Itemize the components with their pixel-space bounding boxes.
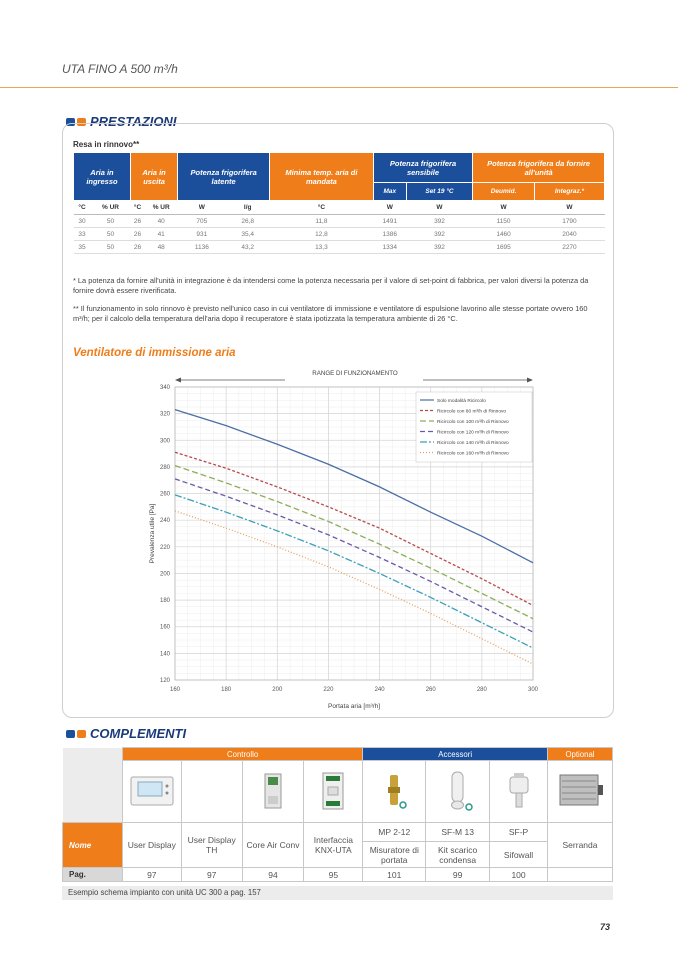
unit-cell: W — [534, 201, 604, 215]
table-cell: 705 — [178, 215, 226, 228]
legend-label: Ricircolo con 120 m³/h di Rinnovo — [437, 430, 509, 436]
header-potenza-sensibile: Potenza frigorifera sensibile — [373, 153, 472, 183]
item-page — [548, 868, 613, 882]
item-page: 97 — [122, 868, 181, 882]
row-label-nome: Nome — [63, 823, 123, 868]
product-image-user-display-th — [181, 761, 242, 823]
x-tick-label: 180 — [221, 687, 232, 693]
table-cell: 1150 — [473, 215, 535, 228]
group-controllo: Controllo — [122, 748, 362, 761]
header-aria-ingresso: Aria in ingresso — [74, 153, 131, 201]
item-page: 101 — [363, 868, 426, 882]
item-name: Serranda — [548, 823, 613, 868]
item-name: Misuratore di portata — [363, 842, 426, 868]
table-cell: 1136 — [178, 241, 226, 254]
table-cell: 2040 — [534, 228, 604, 241]
header-max: Max — [373, 183, 406, 201]
units-row — [74, 201, 605, 215]
product-image-serranda — [548, 761, 613, 823]
table-cell: 1790 — [534, 215, 604, 228]
y-tick-label: 220 — [159, 544, 170, 551]
table-row — [74, 241, 605, 254]
unit-cell: W — [373, 201, 406, 215]
resa-label: Resa in rinnovo** — [73, 140, 140, 149]
y-tick-label: 320 — [159, 411, 170, 418]
unit-cell: W — [178, 201, 226, 215]
table-cell: 50 — [91, 215, 131, 228]
item-page: 95 — [304, 868, 363, 882]
legend-label: Ricircolo con 100 m³/h di Rinnovo — [437, 419, 509, 425]
example-note: Esempio schema impianto con unità UC 300 a pag. 157 — [62, 886, 613, 900]
unit-cell: °C — [74, 201, 91, 215]
table-cell: 30 — [74, 215, 91, 228]
table-cell: 392 — [406, 228, 472, 241]
siphon-icon — [502, 771, 536, 811]
item-name: User Display — [122, 823, 181, 868]
header-potenza-fornire: Potenza frigorifera da fornire all'unità — [473, 153, 605, 183]
item-code: SF-M 13 — [426, 823, 490, 842]
table-cell: 392 — [406, 215, 472, 228]
footnote-rinnovo: ** Il funzionamento in solo rinnovo è previsto nell'unico caso in cui ventilatore di immissione e ventilatore di espulsione lavorino alle stesse portate ovvero 160 m³/h; per il calcolo della temperatura dell'aria dopo il recuperatore è stata ipotizzata la temperatura ambiente di 26 °C. — [73, 304, 588, 323]
unit-cell: l/g — [226, 201, 270, 215]
item-name: Kit scarico condensa — [426, 842, 490, 868]
x-tick-label: 200 — [272, 687, 283, 693]
group-optional: Optional — [548, 748, 613, 761]
x-tick-label: 260 — [425, 687, 436, 693]
product-image-mp-2-12 — [363, 761, 426, 823]
table-cell: 41 — [145, 228, 178, 241]
product-image-sf-p — [490, 761, 548, 823]
table-cell: 35,4 — [226, 228, 270, 241]
unit-cell: % UR — [145, 201, 178, 215]
y-tick-label: 200 — [159, 571, 170, 578]
y-tick-label: 160 — [159, 624, 170, 631]
x-axis-label: Portata aria [m³/h] — [327, 703, 381, 710]
legend-label: Ricircolo con 160 m³/h di Rinnovo — [437, 451, 509, 457]
table-cell: 50 — [91, 241, 131, 254]
table-cell: 931 — [178, 228, 226, 241]
legend-label: Ricircolo con 80 m³/h di Rinnovo — [437, 409, 507, 415]
flow-meter-icon — [379, 771, 409, 811]
product-image-user-display — [122, 761, 181, 823]
y-tick-label: 180 — [159, 598, 170, 605]
table-cell: 26 — [130, 241, 144, 254]
row-label-pag: Pag. — [63, 868, 123, 882]
item-code: SF-P — [490, 823, 548, 842]
unit-cell: W — [473, 201, 535, 215]
item-page: 99 — [426, 868, 490, 882]
din-module-icon — [320, 771, 346, 811]
table-cell: 35 — [74, 241, 91, 254]
condensate-kit-icon — [438, 769, 478, 813]
item-name: Interfaccia KNX-UTA — [304, 823, 363, 868]
y-tick-label: 300 — [159, 438, 170, 445]
unit-cell: °C — [270, 201, 374, 215]
x-tick-label: 280 — [476, 687, 487, 693]
unit-cell: W — [406, 201, 472, 215]
table-cell: 1695 — [473, 241, 535, 254]
table-cell: 26 — [130, 228, 144, 241]
section-complementi — [66, 726, 186, 741]
y-tick-label: 340 — [159, 385, 170, 391]
section-title: COMPLEMENTI — [90, 726, 187, 741]
x-tick-label: 300 — [527, 687, 539, 693]
header-divider — [0, 87, 678, 88]
item-code: MP 2-12 — [363, 823, 426, 842]
range-label: RANGE DI FUNZIONAMENTO — [295, 370, 415, 377]
table-cell: 50 — [91, 228, 131, 241]
header-set19: Set 19 °C — [406, 183, 472, 201]
page-number: 73 — [600, 922, 611, 932]
table-cell: 48 — [145, 241, 178, 254]
legend-label: Solo modalità Ricircolo — [437, 398, 486, 404]
header-integraz: Integraz.* — [534, 183, 604, 201]
x-tick-label: 240 — [374, 687, 385, 693]
table-cell: 1460 — [473, 228, 535, 241]
table-row — [74, 228, 605, 241]
item-page: 97 — [181, 868, 242, 882]
table-cell: 13,3 — [270, 241, 374, 254]
chart-title: Ventilatore di immissione aria — [73, 347, 236, 359]
table-cell: 2270 — [534, 241, 604, 254]
item-page: 100 — [490, 868, 548, 882]
table-cell: 40 — [145, 215, 178, 228]
x-tick-label: 220 — [323, 687, 334, 693]
table-cell: 26 — [130, 215, 144, 228]
complementi-table — [62, 747, 613, 882]
corner-cell — [63, 748, 123, 823]
y-tick-label: 240 — [159, 518, 170, 525]
legend-label: Ricircolo con 140 m³/h di Rinnovo — [437, 440, 509, 446]
y-tick-label: 140 — [159, 651, 170, 658]
table-cell: 392 — [406, 241, 472, 254]
unit-cell: °C — [130, 201, 144, 215]
table-row — [74, 215, 605, 228]
running-header: UTA FINO A 500 m³/h — [62, 62, 178, 76]
y-tick-label: 280 — [159, 464, 170, 471]
unit-cell: % UR — [91, 201, 131, 215]
product-image-core-air-conv — [242, 761, 304, 823]
display-panel-icon — [130, 776, 174, 806]
table-cell: 1491 — [373, 215, 406, 228]
y-axis-label: Prevalenza utile [Pa] — [149, 503, 156, 564]
header-aria-uscita: Aria in uscita — [130, 153, 177, 201]
table-cell: 11,8 — [270, 215, 374, 228]
product-image-knx-uta — [304, 761, 363, 823]
product-image-sf-m-13 — [426, 761, 490, 823]
footnote-integrazione: * La potenza da fornire all'unità in integrazione è da intendersi come la potenza necessaria per il valore di set-point di fabbrica, per valori diversi la potenza da fornire dovrà essere riverificata. — [73, 276, 589, 295]
damper-icon — [556, 771, 604, 811]
fan-curve-chart — [120, 380, 550, 715]
table-cell: 1334 — [373, 241, 406, 254]
header-potenza-latente: Potenza frigorifera latente — [178, 153, 270, 201]
table-cell: 1386 — [373, 228, 406, 241]
x-tick-label: 160 — [169, 687, 181, 693]
module-icon — [262, 772, 284, 810]
section-title: PRESTAZIONI — [90, 114, 177, 129]
item-name: User Display TH — [181, 823, 242, 868]
table-cell: 33 — [74, 228, 91, 241]
section-marker-icon — [66, 730, 86, 738]
y-tick-label: 260 — [159, 491, 170, 498]
header-min-temp: Minima temp. aria di mandata — [270, 153, 374, 201]
item-page: 94 — [242, 868, 304, 882]
performance-table — [73, 152, 605, 254]
table-cell: 43,2 — [226, 241, 270, 254]
item-name: Core Air Conv — [242, 823, 304, 868]
header-deumid: Deumid. — [473, 183, 535, 201]
table-cell: 12,8 — [270, 228, 374, 241]
y-tick-label: 120 — [159, 678, 170, 684]
group-accessori: Accessori — [363, 748, 548, 761]
item-name: Sifowall — [490, 842, 548, 868]
table-cell: 26,8 — [226, 215, 270, 228]
